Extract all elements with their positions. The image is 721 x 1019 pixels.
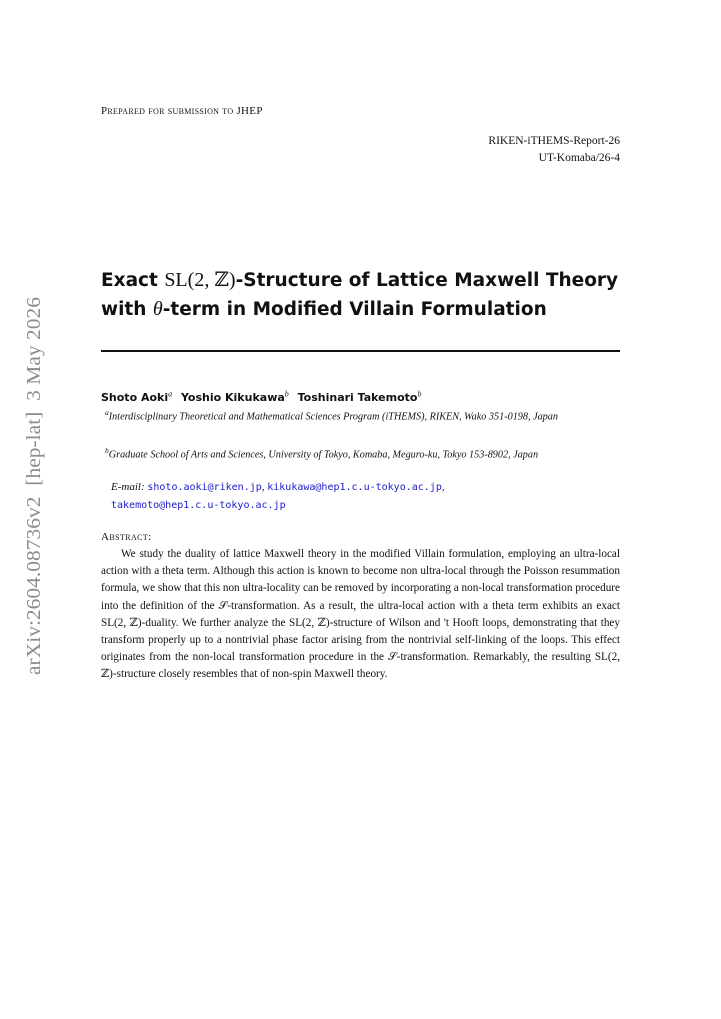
email-link[interactable]: kikukawa@hep1.c.u-tokyo.ac.jp [267,482,442,493]
author: Shoto Aoki$^a$ [101,389,173,404]
email-link[interactable]: shoto.aoki@riken.jp [147,482,262,493]
affiliation: $^b$Graduate School of Arts and Sciences, University of Tokyo, Komaba, Meguro-ku, Tokyo 153-8902, Japan [105,446,539,461]
title-rule [101,350,620,352]
report-id: RIKEN-iTHEMS-Report-26 [488,135,620,147]
title-math-theta: θ [152,298,163,320]
abstract-heading: Abstract: [101,531,152,543]
email-block: E-mail: shoto.aoki@riken.jp, kikukawa@hep1.c.u-tokyo.ac.jp, takemoto@hep1.c.u-tokyo.ac.jp [111,481,445,511]
title-text: -Structure of Lattice Maxwell Theory [235,270,619,291]
author-list [101,386,426,406]
submission-note: Prepared for submission to JHEP [101,105,263,117]
author: Toshinari Takemoto$^b$ [297,389,422,404]
arxiv-identifier: arXiv:2604.08736v2 [hep-lat] 3 May 2026 [23,314,45,675]
title-math-sl: SL(2, ℤ) [164,269,236,291]
title-text: Exact [101,270,165,291]
email-label: E-mail: [111,481,145,493]
email-link[interactable]: takemoto@hep1.c.u-tokyo.ac.jp [111,499,286,511]
abstract-text: We study the duality of lattice Maxwell theory in the modified Villain formulation, employing an ultra-local action with a theta term. Although this action is known to become non ultra-local through the Poisson resummation formula, we show that this non ultra-locality can be removed by incorporating a non-local transformation procedure into the definition of the 𝒮-transformation. As a result, the ultra-local action with a theta term exhibits an exact SL(2, ℤ)-duality. We further analyze the SL(2, ℤ)-structure of Wilson and 't Hooft loops, demonstrating that they transform properly up to a nontrivial phase factor arising from the nontrivial self-linking of the loops. This effect originates from the non-local transformation procedure in the 𝒮-transformation. Remarkably, the resulting SL(2, ℤ)-structure closely resembles that of non-spin Maxwell theory. [101,548,620,681]
author: Yoshio Kikukawa$^b$ [180,389,289,404]
title-text: with [101,299,153,320]
paper-title [101,266,641,324]
arxiv-stamp [18,295,48,675]
affiliation: $^a$Interdisciplinary Theoretical and Mathematical Sciences Program (iTHEMS), RIKEN, Wako 351-0198, Japan [105,408,558,423]
report-id: UT-Komaba/26-4 [538,152,620,164]
report-ids [488,133,620,167]
title-text: -term in Modified Villain Formulation [162,299,547,320]
